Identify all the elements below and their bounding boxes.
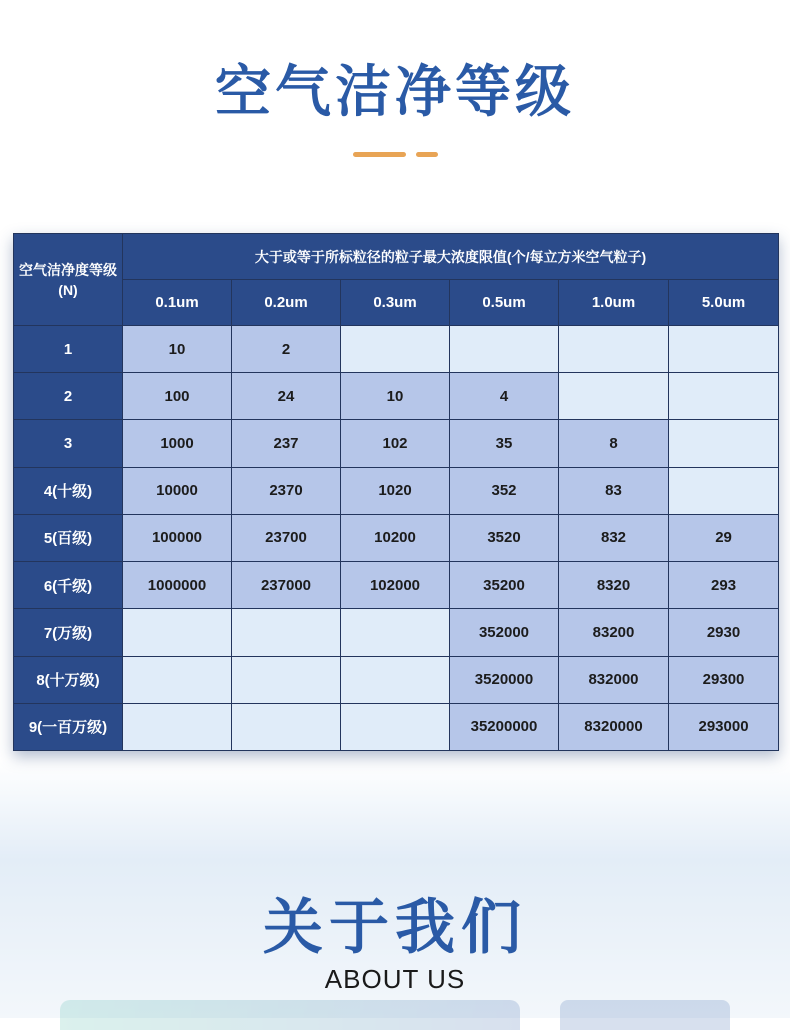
table-body bbox=[14, 326, 779, 751]
empty-cell bbox=[341, 703, 450, 750]
grade-label: 2 bbox=[14, 373, 123, 420]
empty-cell bbox=[341, 326, 450, 373]
concentration-value: 1000000 bbox=[123, 562, 232, 609]
concentration-value: 832000 bbox=[559, 656, 669, 703]
concentration-value: 8320000 bbox=[559, 703, 669, 750]
table-row bbox=[14, 326, 779, 373]
concentration-value: 3520000 bbox=[450, 656, 559, 703]
table-row bbox=[14, 703, 779, 750]
concentration-value: 100000 bbox=[123, 514, 232, 561]
table-row bbox=[14, 467, 779, 514]
concentration-value: 293 bbox=[669, 562, 779, 609]
about-title-cn: 关于我们 bbox=[263, 893, 527, 963]
concentration-value: 1000 bbox=[123, 420, 232, 467]
title-underline-short bbox=[416, 152, 438, 157]
concentration-value: 2930 bbox=[669, 609, 779, 656]
table-row bbox=[14, 514, 779, 561]
concentration-value: 352000 bbox=[450, 609, 559, 656]
empty-cell bbox=[232, 656, 341, 703]
grade-label: 9(一百万级) bbox=[14, 703, 123, 750]
particle-size-header: 0.2um bbox=[232, 280, 341, 326]
particle-size-header: 0.1um bbox=[123, 280, 232, 326]
concentration-value: 237 bbox=[232, 420, 341, 467]
concentration-value: 237000 bbox=[232, 562, 341, 609]
grade-column-header: 空气洁净度等级(N) bbox=[14, 234, 123, 326]
concentration-value: 29300 bbox=[669, 656, 779, 703]
concentration-value: 83 bbox=[559, 467, 669, 514]
empty-cell bbox=[123, 703, 232, 750]
grade-label: 1 bbox=[14, 326, 123, 373]
empty-cell bbox=[341, 656, 450, 703]
concentration-value: 1020 bbox=[341, 467, 450, 514]
concentration-value: 2370 bbox=[232, 467, 341, 514]
concentration-value: 102000 bbox=[341, 562, 450, 609]
concentration-value: 3520 bbox=[450, 514, 559, 561]
table-row bbox=[14, 420, 779, 467]
empty-cell bbox=[450, 326, 559, 373]
empty-cell bbox=[669, 326, 779, 373]
concentration-value: 832 bbox=[559, 514, 669, 561]
cleanliness-grade-table bbox=[13, 233, 779, 751]
empty-cell bbox=[123, 656, 232, 703]
page-title: 空气洁净等级 bbox=[215, 60, 575, 125]
grade-label: 3 bbox=[14, 420, 123, 467]
empty-cell bbox=[232, 703, 341, 750]
concentration-value: 293000 bbox=[669, 703, 779, 750]
table-row bbox=[14, 656, 779, 703]
empty-cell bbox=[669, 420, 779, 467]
concentration-value: 10 bbox=[341, 373, 450, 420]
concentration-value: 35 bbox=[450, 420, 559, 467]
concentration-value: 4 bbox=[450, 373, 559, 420]
table-row bbox=[14, 562, 779, 609]
concentration-value: 10200 bbox=[341, 514, 450, 561]
table-row bbox=[14, 373, 779, 420]
particle-size-header: 0.3um bbox=[341, 280, 450, 326]
empty-cell bbox=[341, 609, 450, 656]
particle-size-header: 0.5um bbox=[450, 280, 559, 326]
concentration-value: 10 bbox=[123, 326, 232, 373]
concentration-value: 2 bbox=[232, 326, 341, 373]
empty-cell bbox=[123, 609, 232, 656]
concentration-value: 83200 bbox=[559, 609, 669, 656]
empty-cell bbox=[559, 373, 669, 420]
empty-cell bbox=[669, 467, 779, 514]
table-row bbox=[14, 609, 779, 656]
concentration-value: 29 bbox=[669, 514, 779, 561]
concentration-value: 102 bbox=[341, 420, 450, 467]
particle-size-header-row bbox=[14, 280, 779, 326]
about-title-en: ABOUT US bbox=[324, 964, 466, 994]
particle-size-header: 1.0um bbox=[559, 280, 669, 326]
concentration-value: 8320 bbox=[559, 562, 669, 609]
concentration-value: 352 bbox=[450, 467, 559, 514]
brand-watermark-logo bbox=[60, 990, 740, 1030]
grade-label: 4(十级) bbox=[14, 467, 123, 514]
grade-label: 7(万级) bbox=[14, 609, 123, 656]
title-underline-long bbox=[353, 152, 406, 157]
grade-label: 5(百级) bbox=[14, 514, 123, 561]
concentration-value: 35200 bbox=[450, 562, 559, 609]
concentration-value: 100 bbox=[123, 373, 232, 420]
concentration-value: 10000 bbox=[123, 467, 232, 514]
concentration-value: 23700 bbox=[232, 514, 341, 561]
empty-cell bbox=[232, 609, 341, 656]
concentration-limit-header: 大于或等于所标粒径的粒子最大浓度限值(个/每立方米空气粒子) bbox=[123, 234, 779, 280]
grade-label: 8(十万级) bbox=[14, 656, 123, 703]
empty-cell bbox=[669, 373, 779, 420]
concentration-value: 8 bbox=[559, 420, 669, 467]
particle-size-header: 5.0um bbox=[669, 280, 779, 326]
concentration-value: 35200000 bbox=[450, 703, 559, 750]
grade-label: 6(千级) bbox=[14, 562, 123, 609]
empty-cell bbox=[559, 326, 669, 373]
concentration-value: 24 bbox=[232, 373, 341, 420]
